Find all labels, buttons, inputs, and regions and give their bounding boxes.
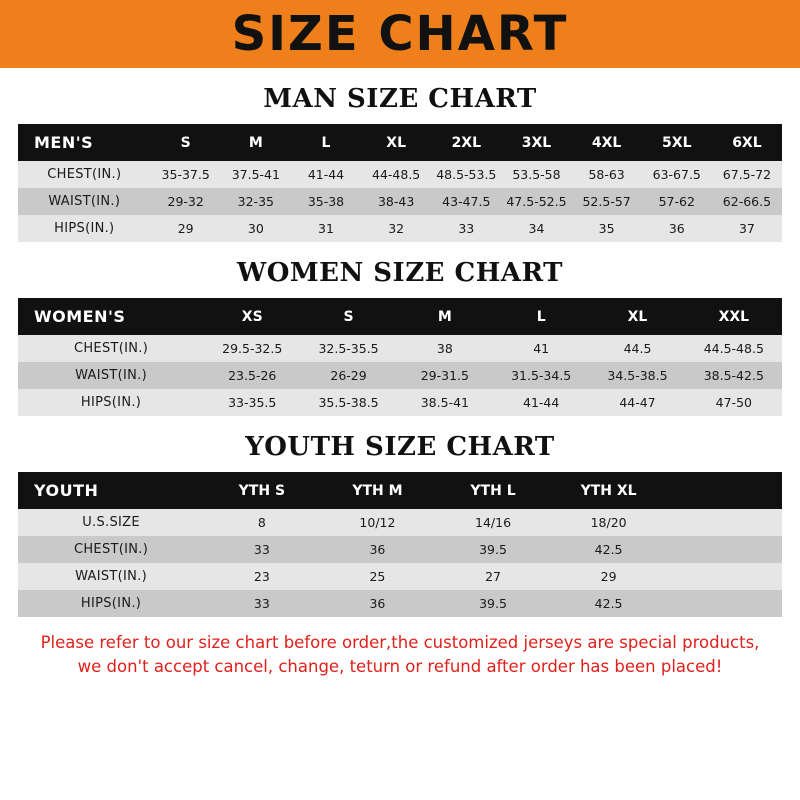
column-header: 4XL: [572, 124, 642, 161]
table-head: [18, 472, 782, 509]
table-cell: 33: [204, 590, 320, 617]
table-cell: 34: [501, 215, 571, 242]
table-body: [18, 161, 782, 242]
column-header: [666, 472, 782, 509]
table-header-row: [18, 298, 782, 335]
section-title-man: MAN SIZE CHART: [263, 84, 537, 114]
table-cell: 33: [431, 215, 501, 242]
page-title: SIZE CHART: [231, 6, 569, 62]
row-label: HIPS(IN.): [18, 590, 204, 617]
column-header: 3XL: [501, 124, 571, 161]
table-cell: 27: [435, 563, 551, 590]
row-label: HIPS(IN.): [18, 389, 204, 416]
table-cell: 23.5-26: [204, 362, 300, 389]
column-header: WOMEN'S: [18, 298, 204, 335]
column-header: M: [397, 298, 493, 335]
table-cell: 44-47: [589, 389, 685, 416]
table-cell: 41-44: [493, 389, 589, 416]
table-cell: 26-29: [300, 362, 396, 389]
table-cell: 47.5-52.5: [501, 188, 571, 215]
row-label: WAIST(IN.): [18, 188, 151, 215]
table-cell: [666, 536, 782, 563]
section-women: [0, 258, 800, 416]
table-cell: 36: [320, 536, 436, 563]
table-cell: 38.5-41: [397, 389, 493, 416]
column-header: XL: [589, 298, 685, 335]
section-youth: [0, 432, 800, 617]
table-cell: 38.5-42.5: [686, 362, 782, 389]
column-header: S: [300, 298, 396, 335]
row-label: CHEST(IN.): [18, 536, 204, 563]
table-cell: 41-44: [291, 161, 361, 188]
table-cell: 32-35: [221, 188, 291, 215]
table-row: [18, 509, 782, 536]
table-cell: [666, 509, 782, 536]
table-cell: 47-50: [686, 389, 782, 416]
table-cell: 53.5-58: [501, 161, 571, 188]
banner: [0, 0, 800, 68]
table-cell: 44-48.5: [361, 161, 431, 188]
column-header: 6XL: [712, 124, 782, 161]
column-header: S: [151, 124, 221, 161]
column-header: YTH XL: [551, 472, 667, 509]
row-label: U.S.SIZE: [18, 509, 204, 536]
table-body: [18, 509, 782, 617]
table-header-row: [18, 472, 782, 509]
table-cell: 37.5-41: [221, 161, 291, 188]
table-cell: 52.5-57: [572, 188, 642, 215]
table-cell: 32.5-35.5: [300, 335, 396, 362]
table-cell: 43-47.5: [431, 188, 501, 215]
table-man: [18, 124, 782, 242]
table-cell: [666, 590, 782, 617]
table-cell: 35.5-38.5: [300, 389, 396, 416]
column-header: XS: [204, 298, 300, 335]
row-label: CHEST(IN.): [18, 335, 204, 362]
column-header: 5XL: [642, 124, 712, 161]
table-cell: 36: [642, 215, 712, 242]
table-cell: 36: [320, 590, 436, 617]
table-head: [18, 124, 782, 161]
table-cell: 29.5-32.5: [204, 335, 300, 362]
column-header: L: [493, 298, 589, 335]
table-row: [18, 389, 782, 416]
table-cell: 34.5-38.5: [589, 362, 685, 389]
table-cell: 63-67.5: [642, 161, 712, 188]
column-header: YOUTH: [18, 472, 204, 509]
table-cell: 10/12: [320, 509, 436, 536]
column-header: YTH L: [435, 472, 551, 509]
column-header: 2XL: [431, 124, 501, 161]
table-row: [18, 188, 782, 215]
table-cell: 41: [493, 335, 589, 362]
table-row: [18, 161, 782, 188]
table-cell: 42.5: [551, 590, 667, 617]
table-cell: 25: [320, 563, 436, 590]
column-header: MEN'S: [18, 124, 151, 161]
table-row: [18, 590, 782, 617]
table-cell: 38: [397, 335, 493, 362]
table-cell: 29: [151, 215, 221, 242]
row-label: CHEST(IN.): [18, 161, 151, 188]
table-row: [18, 536, 782, 563]
column-header: XL: [361, 124, 431, 161]
table-women: [18, 298, 782, 416]
table-body: [18, 335, 782, 416]
section-man: [0, 84, 800, 242]
table-cell: 48.5-53.5: [431, 161, 501, 188]
table-youth: [18, 472, 782, 617]
table-cell: 42.5: [551, 536, 667, 563]
table-row: [18, 335, 782, 362]
row-label: WAIST(IN.): [18, 362, 204, 389]
table-cell: 35-37.5: [151, 161, 221, 188]
row-label: HIPS(IN.): [18, 215, 151, 242]
table-cell: 29-32: [151, 188, 221, 215]
footer-disclaimer: [0, 631, 800, 679]
row-label: WAIST(IN.): [18, 563, 204, 590]
table-cell: 33: [204, 536, 320, 563]
table-cell: 31.5-34.5: [493, 362, 589, 389]
table-cell: 39.5: [435, 590, 551, 617]
table-cell: 18/20: [551, 509, 667, 536]
table-cell: 31: [291, 215, 361, 242]
table-cell: 8: [204, 509, 320, 536]
table-head: [18, 298, 782, 335]
table-cell: 37: [712, 215, 782, 242]
table-cell: 14/16: [435, 509, 551, 536]
column-header: YTH S: [204, 472, 320, 509]
table-row: [18, 362, 782, 389]
table-row: [18, 563, 782, 590]
table-cell: 38-43: [361, 188, 431, 215]
table-cell: 35: [572, 215, 642, 242]
table-cell: 32: [361, 215, 431, 242]
column-header: L: [291, 124, 361, 161]
table-cell: 23: [204, 563, 320, 590]
table-header-row: [18, 124, 782, 161]
table-cell: 67.5-72: [712, 161, 782, 188]
table-cell: 29: [551, 563, 667, 590]
section-title-youth: YOUTH SIZE CHART: [245, 432, 555, 462]
footer-line-2: we don't accept cancel, change, teturn or refund after order has been placed!: [77, 656, 723, 676]
table-cell: 39.5: [435, 536, 551, 563]
table-cell: 44.5: [589, 335, 685, 362]
footer-line-1: Please refer to our size chart before order,the customized jerseys are special products,: [40, 633, 760, 652]
table-cell: 62-66.5: [712, 188, 782, 215]
section-title-women: WOMEN SIZE CHART: [237, 258, 563, 288]
table-cell: 35-38: [291, 188, 361, 215]
column-header: XXL: [686, 298, 782, 335]
table-cell: [666, 563, 782, 590]
column-header: YTH M: [320, 472, 436, 509]
column-header: M: [221, 124, 291, 161]
table-row: [18, 215, 782, 242]
table-cell: 30: [221, 215, 291, 242]
table-cell: 29-31.5: [397, 362, 493, 389]
table-cell: 44.5-48.5: [686, 335, 782, 362]
table-cell: 33-35.5: [204, 389, 300, 416]
table-cell: 58-63: [572, 161, 642, 188]
table-cell: 57-62: [642, 188, 712, 215]
